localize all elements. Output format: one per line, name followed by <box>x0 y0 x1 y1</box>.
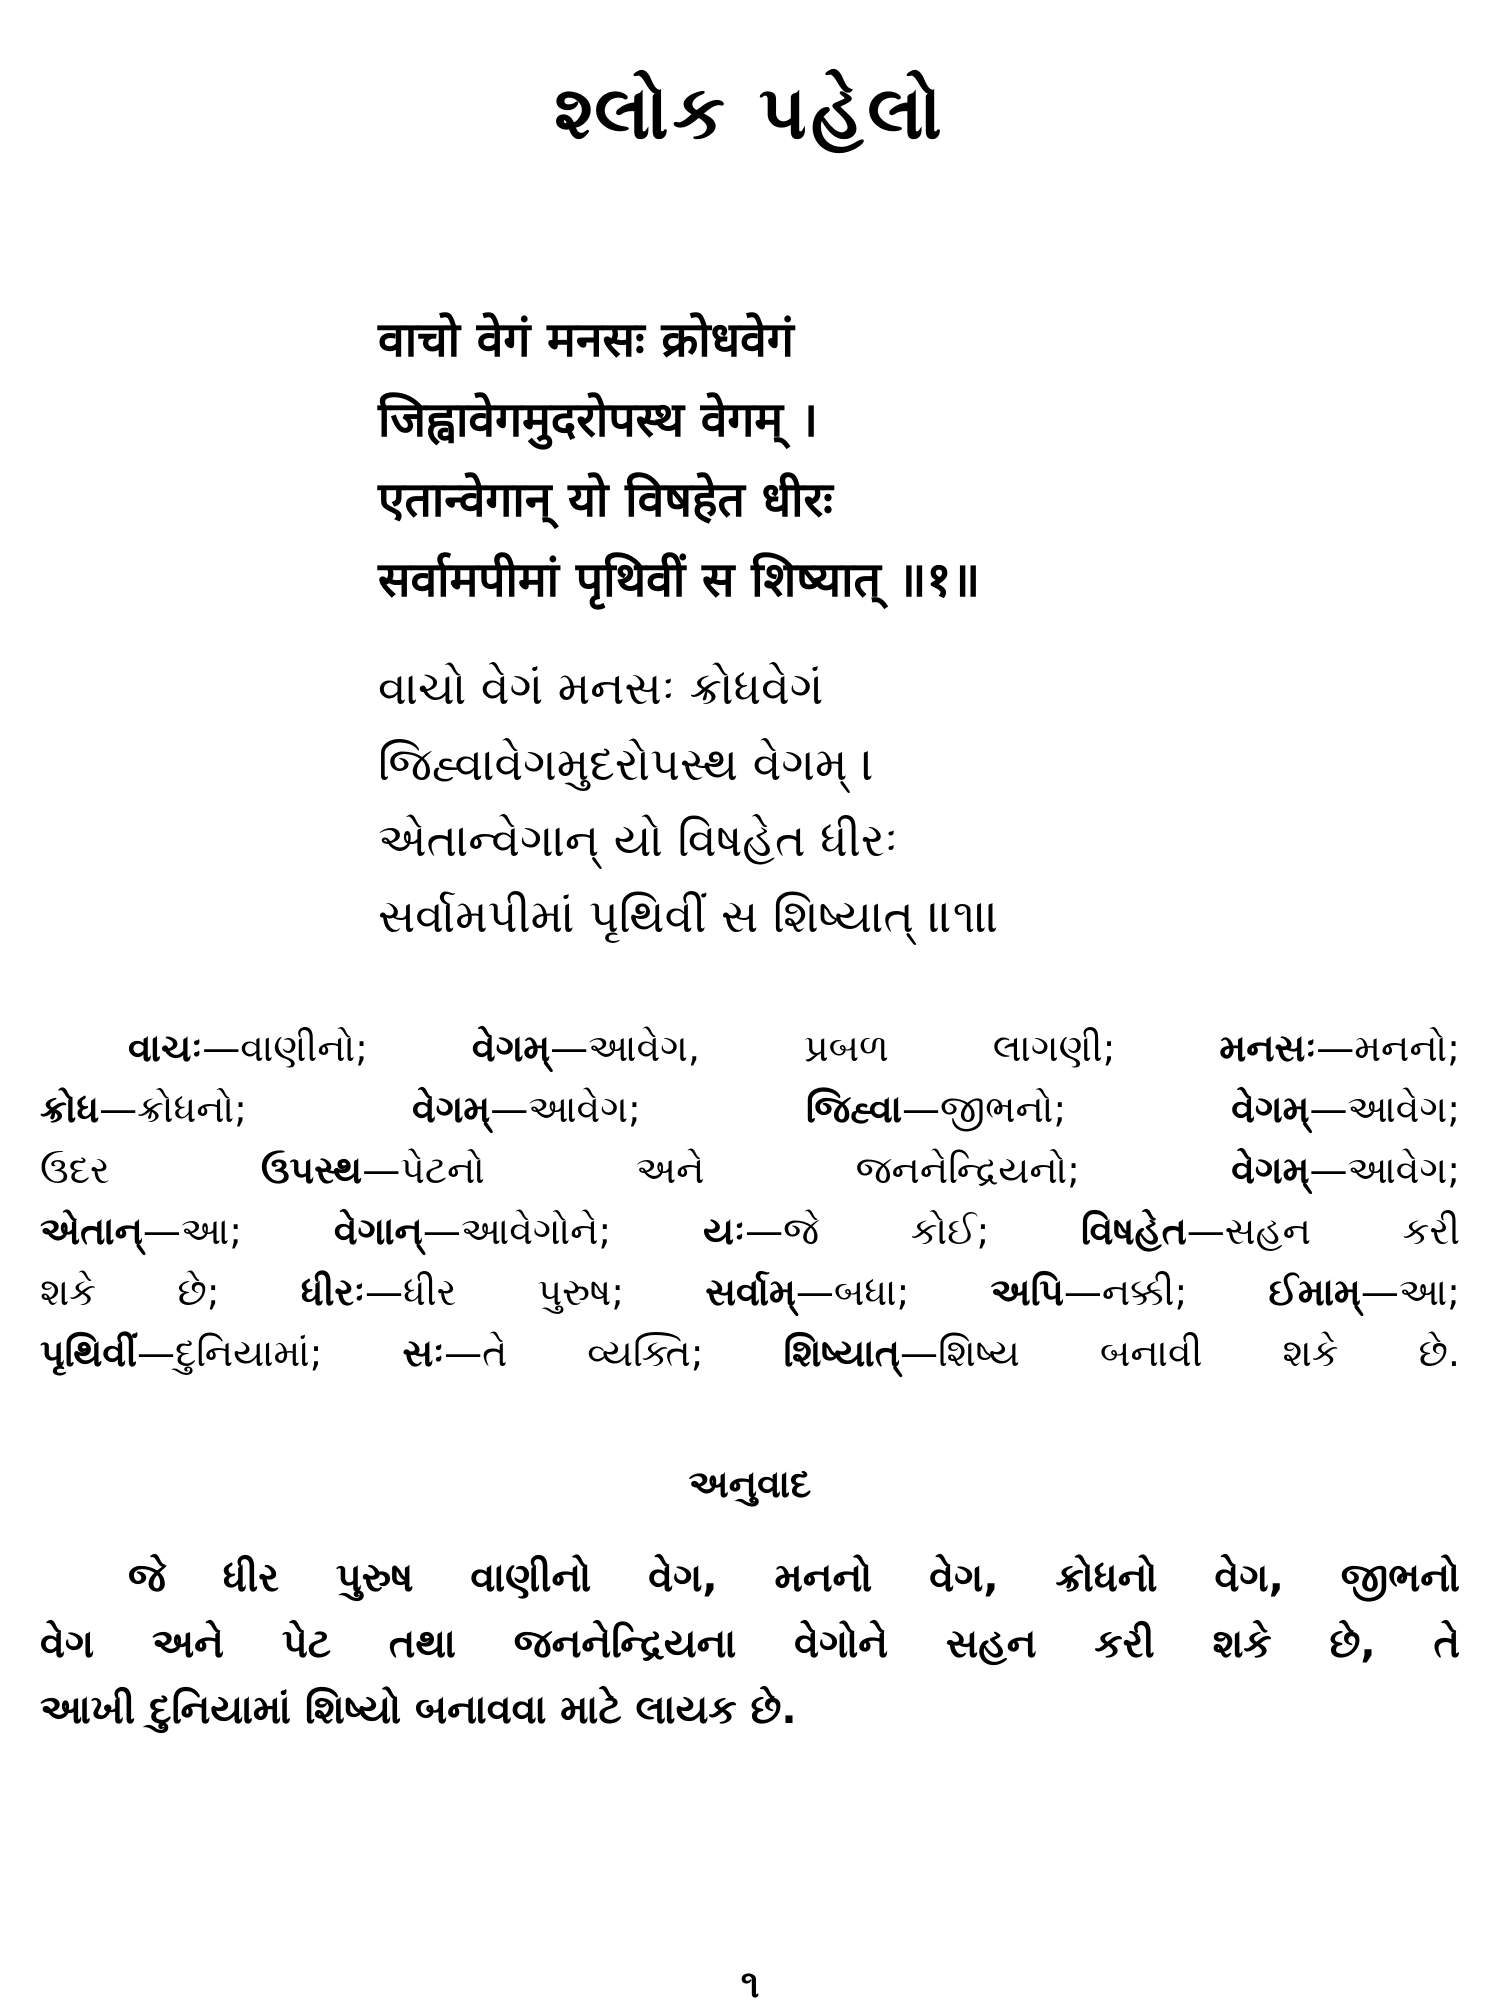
gloss-term: યઃ <box>703 1209 746 1253</box>
translation-paragraph <box>40 1545 1460 1743</box>
gloss-meaning: —આવેગ, પ્રબળ લાગણી; <box>550 1026 1220 1070</box>
gloss-meaning: —શિષ્ય બનાવી શકે છે. <box>899 1331 1461 1375</box>
gloss-line <box>40 1079 1460 1140</box>
gloss-line <box>40 1018 1460 1079</box>
translation-heading: અનુવાદ <box>688 1462 812 1506</box>
gloss-line <box>40 1262 1460 1323</box>
word-for-word-gloss <box>40 1018 1460 1384</box>
gloss-meaning: —નક્કી; <box>1063 1270 1269 1314</box>
gloss-meaning: —ધીર પુરુષ; <box>364 1270 706 1314</box>
gloss-term: સર્વામ્ <box>705 1270 796 1314</box>
gloss-term: ધીરઃ <box>300 1270 365 1314</box>
gloss-term: સઃ <box>402 1331 445 1375</box>
verse-line: એતાન્વેગાન્ યો વિષહેત ધીરઃ <box>378 813 898 867</box>
verse-line: जिह्वावेगमुदरोपस्थ वेगम् । <box>378 392 819 448</box>
gloss-meaning: શકે છે; <box>40 1270 301 1314</box>
gloss-meaning: —વાણીનો; <box>202 1026 472 1070</box>
chapter-title: શ્લોક પહેલો <box>554 70 946 156</box>
gloss-term: શિષ્યાત્ <box>783 1331 900 1375</box>
page-number: ૧ <box>740 1962 760 2006</box>
gloss-meaning: —આવેગોને; <box>422 1209 704 1253</box>
verse-line: एतान्वेगान् यो विषहेत धीरः <box>378 472 833 528</box>
gloss-term: વાચઃ <box>128 1026 203 1070</box>
gloss-meaning: —આવેગ; <box>1309 1148 1460 1192</box>
gloss-meaning: —જીભનો; <box>902 1087 1232 1131</box>
gloss-meaning: —સહન કરી <box>1186 1209 1460 1253</box>
gloss-meaning: —મનનો; <box>1316 1026 1460 1070</box>
gloss-term: મનસઃ <box>1219 1026 1317 1070</box>
gloss-meaning: —તે વ્યક્તિ; <box>444 1331 784 1375</box>
verse-gujarati <box>378 650 1000 954</box>
gloss-meaning: —આવેગ; <box>1309 1087 1460 1131</box>
verse-line: જિહ્વાવેગમુદરોપસ્થ વેગમ્ । <box>378 737 875 791</box>
translation-line: આખી દુનિયામાં શિષ્યો બનાવવા માટે લાયક છે. <box>40 1687 797 1733</box>
gloss-line <box>40 1140 1460 1201</box>
gloss-term: ઉપસ્થ <box>260 1148 363 1192</box>
gloss-term: વેગમ્ <box>411 1087 491 1131</box>
gloss-term: પૃથિવીં <box>40 1331 137 1375</box>
verse-line: वाचो वेगं मनसः क्रोधवेगं <box>378 312 794 368</box>
gloss-term: ઈમામ્ <box>1268 1270 1361 1314</box>
verse-line: सर्वामपीमां पृथिवीं स शिष्यात् ॥१॥ <box>378 552 981 608</box>
gloss-term: જિહ્વા <box>805 1087 903 1131</box>
verse-line: સર્વામપીમાં પૃથિવીં સ શિષ્યાત્ ॥૧॥ <box>378 889 1000 943</box>
gloss-meaning: —ક્રોધનો; <box>99 1087 412 1131</box>
gloss-line <box>40 1323 1460 1384</box>
gloss-meaning: —આ; <box>1360 1270 1460 1314</box>
gloss-term: ક્રોધ <box>40 1087 100 1131</box>
gloss-line <box>40 1201 1460 1262</box>
gloss-meaning: —બધા; <box>795 1270 991 1314</box>
gloss-meaning: ઉદર <box>40 1148 261 1192</box>
gloss-term: વિષહેત <box>1081 1209 1187 1253</box>
gloss-term: વેગમ્ <box>1231 1148 1310 1192</box>
verse-devanagari <box>378 300 980 620</box>
gloss-meaning: —પેટનો અને જનનેન્દ્રિયનો; <box>362 1148 1232 1192</box>
verse-line: વાચો વેગં મનસઃ ક્રોધવેગં <box>378 661 824 715</box>
gloss-meaning: —જે કોઈ; <box>745 1209 1082 1253</box>
gloss-term: વેગમ્ <box>471 1026 551 1070</box>
gloss-term: વેગમ્ <box>1231 1087 1310 1131</box>
gloss-meaning: —દુનિયામાં; <box>136 1331 403 1375</box>
gloss-meaning: —આ; <box>142 1209 334 1253</box>
translation-line: વેગ અને પેટ તથા જનનેન્દ્રિયના વેગોને સહન કરી શકે છે, તે <box>40 1621 1460 1667</box>
gloss-term: એતાન્ <box>40 1209 143 1253</box>
gloss-term: વેગાન્ <box>333 1209 423 1253</box>
gloss-term: અપિ <box>990 1270 1064 1314</box>
translation-line: જે ધીર પુરુષ વાણીનો વેગ, મનનો વેગ, ક્રોધનો વેગ, જીભનો <box>128 1555 1460 1601</box>
gloss-meaning: —આવેગ; <box>490 1087 806 1131</box>
